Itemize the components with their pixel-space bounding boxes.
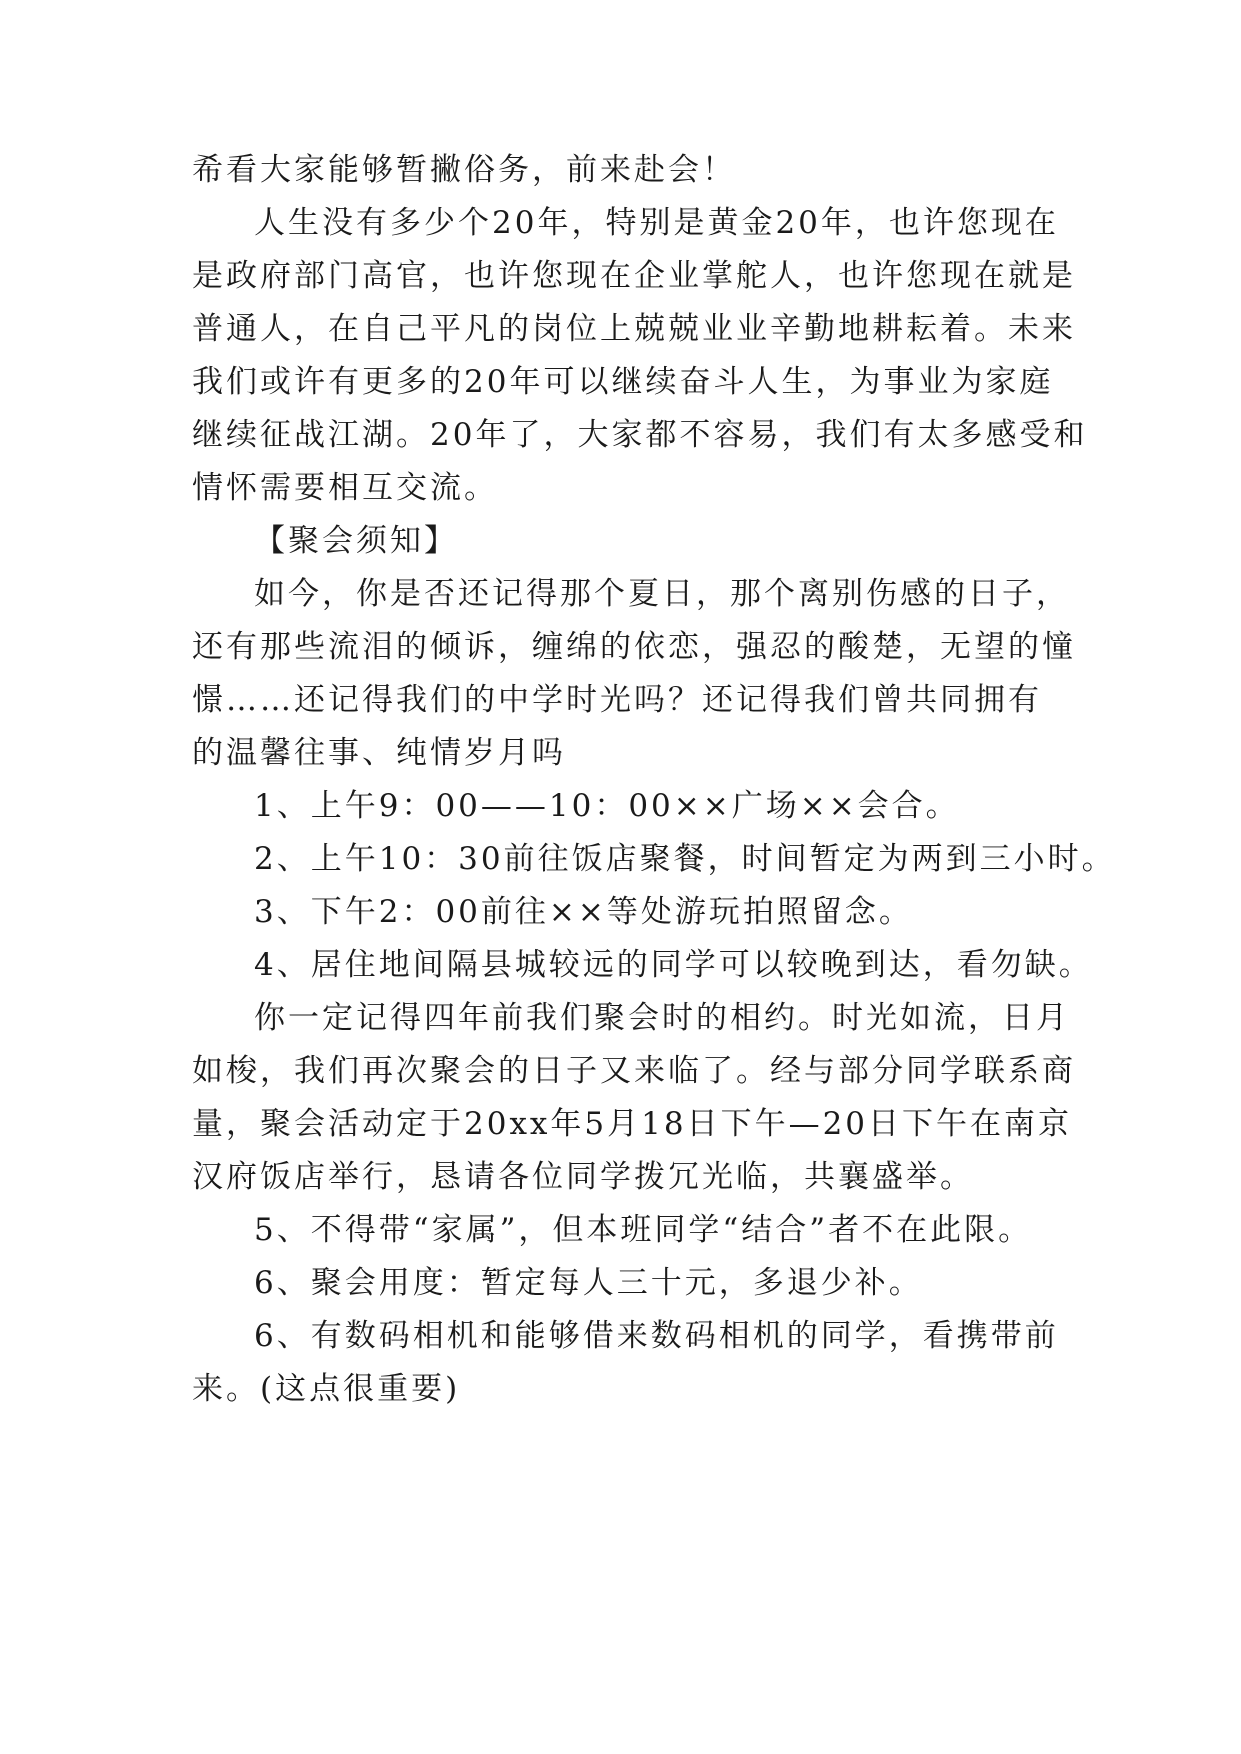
list-item: 6、聚会用度：暂定每人三十元，多退少补。	[254, 1265, 923, 1301]
paragraph-first-line: 人生没有多少个20年，特别是黄金20年，也许您现在	[254, 205, 1059, 241]
text-line: 如梭，我们再次聚会的日子又来临了。经与部分同学联系商	[192, 1053, 1076, 1089]
text-line: 希看大家能够暂撇俗务，前来赴会！	[192, 152, 736, 188]
list-item: 4、居住地间隔县城较远的同学可以较晚到达，看勿缺。	[254, 947, 1093, 983]
paragraph-first-line: 你一定记得四年前我们聚会时的相约。时光如流，日月	[254, 1000, 1070, 1036]
list-item: 2、上午10：30前往饭店聚餐，时间暂定为两到三小时。	[254, 841, 1116, 877]
list-item: 5、不得带“家属”，但本班同学“结合”者不在此限。	[254, 1212, 1033, 1248]
text-line: 来。(这点很重要)	[192, 1371, 461, 1407]
text-line: 是政府部门高官，也许您现在企业掌舵人，也许您现在就是	[192, 258, 1076, 294]
text-line: 普通人，在自己平凡的岗位上兢兢业业辛勤地耕耘着。未来	[192, 311, 1076, 347]
text-line: 汉府饭店举行，恳请各位同学拨冗光临，共襄盛举。	[192, 1159, 974, 1195]
list-item: 3、下午2：00前往××等处游玩拍照留念。	[254, 894, 913, 930]
text-line: 量，聚会活动定于20xx年5月18日下午—20日下午在南京	[192, 1106, 1073, 1142]
list-item: 1、上午9：00——10：00××广场××会合。	[254, 788, 960, 824]
text-line: 还有那些流泪的倾诉，缠绵的依恋，强忍的酸楚，无望的憧	[192, 629, 1076, 665]
text-line: 的温馨往事、纯情岁月吗	[192, 735, 566, 771]
text-line: 继续征战江湖。20年了，大家都不容易，我们有太多感受和	[192, 417, 1088, 453]
text-line: 我们或许有更多的20年可以继续奋斗人生，为事业为家庭	[192, 364, 1054, 400]
section-heading: 【聚会须知】	[254, 523, 458, 559]
text-line: 憬……还记得我们的中学时光吗？还记得我们曾共同拥有	[192, 682, 1042, 718]
list-item: 6、有数码相机和能够借来数码相机的同学，看携带前	[254, 1318, 1059, 1354]
paragraph-first-line: 如今，你是否还记得那个夏日，那个离别伤感的日子，	[254, 576, 1070, 612]
text-line: 情怀需要相互交流。	[192, 470, 498, 506]
